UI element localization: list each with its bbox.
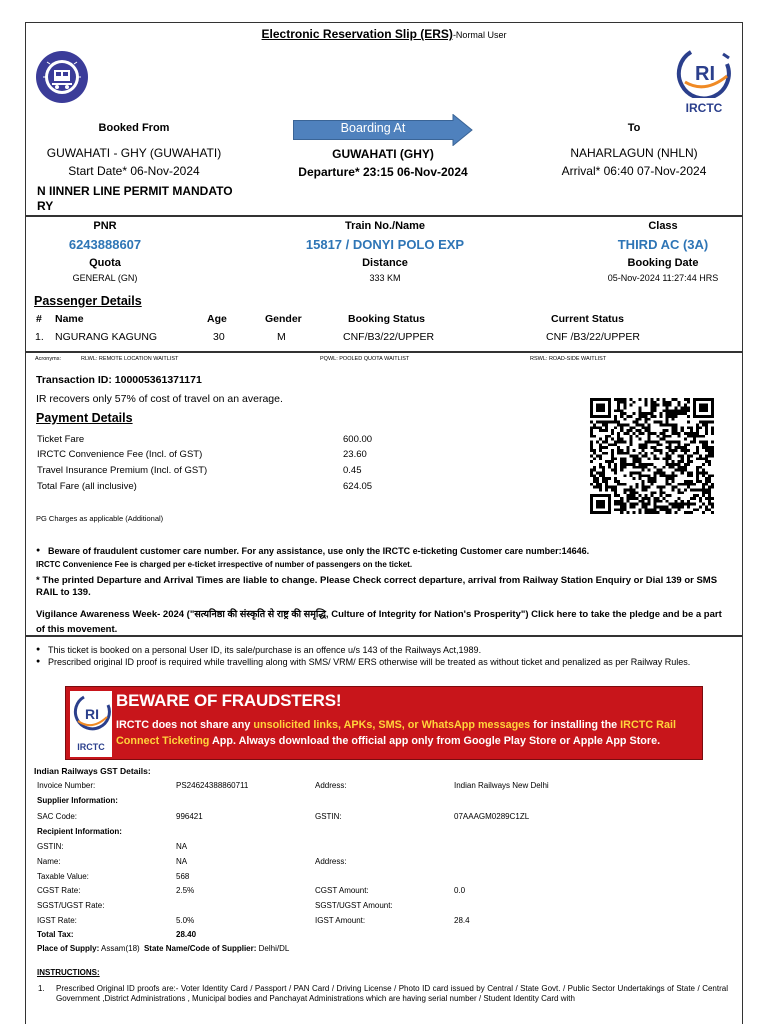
class-label: Class (648, 220, 678, 232)
permit-line-1: N IINNER LINE PERMIT MANDATO (37, 184, 233, 198)
permit-line-2: RY (37, 199, 54, 213)
payment-details-title: Payment Details (36, 411, 133, 425)
personal-id-notice: ● This ticket is booked on a personal User ID, its sale/purchase is an offence u/s 143 of the Railways Act,1989. (34, 644, 734, 656)
boarding-col (273, 147, 493, 179)
acronym-rlwl: RLWL: REMOTE LOCATION WAITLIST (81, 356, 179, 362)
passenger-col-booking-status: Booking Status (348, 313, 426, 325)
fare-value-convenience: 23.60 (343, 449, 367, 460)
fare-value-total: 624.05 (343, 481, 373, 492)
svg-text:RI: RI (695, 63, 715, 85)
supplier-state-label: State Name/Code of Supplier: (143, 944, 257, 953)
transaction-id: Transaction ID: 100005361371171 (36, 374, 202, 386)
distance-label: Distance (362, 257, 408, 269)
train-label: Train No./Name (344, 220, 426, 232)
to-label: To (627, 122, 641, 134)
boarding-station: GUWAHATI (GHY) (332, 147, 434, 161)
recipient-address-label: Address: (315, 857, 347, 866)
fare-label-total: Total Fare (all inclusive) (37, 481, 137, 492)
vigilance-pledge-link[interactable]: Vigilance Awareness Week- 2024 ("सत्यनिष्ठा की संस्कृति से राष्ट्र की समृद्धि, Culture of Integrity for Nation's Prosperity") Click here to take the pledge and be a part of this movement. (36, 609, 722, 635)
pnr-col (25, 220, 185, 283)
quota-label: Quota (89, 257, 121, 269)
banner-highlight-1: unsolicited links, APKs, SMS, or WhatsApp messages (253, 719, 531, 731)
fare-value-insurance: 0.45 (343, 465, 362, 476)
recipient-name-label: Name: (37, 857, 61, 866)
supplier-state-value: Delhi/DL (258, 944, 290, 953)
class-col (583, 220, 743, 283)
supplier-gstin-value: 07AAAGM0289C1ZL (454, 812, 530, 821)
supplier-info-label: Supplier Information: (37, 796, 118, 805)
booking-date-label: Booking Date (627, 257, 699, 269)
beware-fraudsters-banner (65, 686, 703, 760)
place-of-supply-label: Place of Supply: (37, 944, 100, 953)
cgst-rate-value: 2.5% (176, 886, 195, 895)
sgst-rate-label: SGST/UGST Rate: (37, 901, 105, 910)
igst-amount-label: IGST Amount: (315, 916, 366, 925)
sac-value: 996421 (176, 812, 203, 821)
ers-page (25, 22, 743, 1024)
distance-value: 333 KM (369, 273, 401, 283)
arrival-time: Arrival* 06:40 07-Nov-2024 (561, 164, 707, 178)
place-of-supply-row (37, 944, 289, 953)
booking-date-value: 05-Nov-2024 11:27:44 HRS (607, 273, 719, 283)
quota-value: GENERAL (GN) (72, 273, 138, 283)
ticket-rules-list (34, 644, 734, 668)
to-col (525, 122, 743, 178)
passenger-age: 30 (213, 331, 225, 343)
banner-irctc-mark-icon (70, 691, 112, 737)
recipient-name-value: NA (176, 857, 188, 866)
passenger-name: NGURANG KAGUNG (55, 331, 158, 343)
recipient-gstin-label: GSTIN: (37, 842, 64, 851)
acronym-label: Acronyms: (35, 356, 61, 362)
total-tax-label: Total Tax: (37, 930, 74, 939)
permit-notice (37, 184, 233, 214)
convenience-fee-notice: IRCTC Convenience Fee is charged per e-ticket irrespective of number of passengers on the ticket. (36, 560, 413, 569)
banner-message (116, 717, 696, 749)
banner-text-3: App. Always download the official app only from Google Play Store or Apple App Store. (212, 735, 661, 747)
instruction-1-num: 1. (38, 984, 45, 993)
fare-label-insurance: Travel Insurance Premium (Incl. of GST) (37, 465, 208, 476)
class-value: THIRD AC (3A) (617, 237, 709, 252)
booked-from-label: Booked From (98, 122, 170, 134)
passenger-col-age: Age (207, 313, 227, 325)
address-value: Indian Railways New Delhi (454, 781, 549, 790)
recipient-info-label: Recipient Information: (37, 827, 122, 836)
ir-recovers-note: IR recovers only 57% of cost of travel on an average. (36, 393, 283, 405)
sac-label: SAC Code: (37, 812, 78, 821)
passenger-num: 1. (35, 331, 44, 343)
to-station: NAHARLAGUN (NHLN) (570, 146, 698, 160)
banner-text-2: for installing the (530, 719, 621, 731)
igst-rate-value: 5.0% (176, 916, 195, 925)
fare-label-convenience: IRCTC Convenience Fee (Incl. of GST) (37, 449, 203, 460)
banner-logo-text: IRCTC (77, 742, 105, 752)
place-of-supply-value: Assam(18) (101, 944, 140, 953)
passenger-col-current-status: Current Status (551, 313, 624, 325)
start-date: Start Date* 06-Nov-2024 (68, 164, 200, 178)
indian-railways-logo-icon (35, 50, 89, 104)
irctc-logo-text: IRCTC (685, 101, 723, 115)
recipient-gstin-value: NA (176, 842, 188, 851)
fraud-customer-care-text: ● Beware of fraudulent customer care number. For any assistance, use only the IRCTC e-ticketing Customer care number:14646. (34, 545, 734, 557)
irctc-logo (673, 46, 735, 115)
igst-rate-label: IGST Rate: (37, 916, 77, 925)
train-value: 15817 / DONYI POLO EXP (305, 237, 465, 252)
igst-amount-value: 28.4 (454, 916, 470, 925)
boarding-at-label: Boarding At (340, 121, 406, 135)
ers-title: Electronic Reservation Slip (ERS) (261, 27, 453, 41)
invoice-label: Invoice Number: (37, 781, 96, 790)
fare-label-ticket: Ticket Fare (37, 434, 85, 445)
gst-title: Indian Railways GST Details: (34, 766, 151, 776)
pg-charges-note: PG Charges as applicable (Additional) (36, 514, 164, 523)
booked-from-col (25, 122, 243, 178)
sgst-amount-label: SGST/UGST Amount: (315, 901, 393, 910)
from-station: GUWAHATI - GHY (GUWAHATI) (46, 146, 222, 160)
total-tax-value: 28.40 (176, 930, 197, 939)
fraud-customer-care-notice (34, 545, 734, 557)
page-title (25, 27, 743, 41)
svg-text:RI: RI (85, 706, 99, 722)
passenger-details-title: Passenger Details (34, 294, 142, 308)
pnr-label: PNR (93, 220, 117, 232)
cgst-amount-label: CGST Amount: (315, 886, 369, 895)
address-label: Address: (315, 781, 347, 790)
passenger-booking-status: CNF/B3/22/UPPER (343, 331, 435, 343)
irctc-mark-icon (673, 46, 735, 98)
banner-heading: BEWARE OF FRAUDSTERS! (116, 691, 342, 710)
cgst-amount-value: 0.0 (454, 886, 466, 895)
passenger-gender: M (277, 331, 286, 343)
pnr-value: 6243888607 (68, 237, 142, 252)
taxable-value: 568 (176, 872, 190, 881)
acronym-pqwl: PQWL: POOLED QUOTA WAITLIST (320, 356, 410, 362)
passenger-col-gender: Gender (265, 313, 302, 325)
original-id-notice: ● Prescribed original ID proof is required while travelling along with SMS/ VRM/ ERS otherwise will be treated as without ticket and penalized as per Railway Rules. (34, 656, 734, 668)
instruction-1-text: Prescribed Original ID proofs are:- Voter Identity Card / Passport / PAN Card / Driving License / Photo ID card issued by Central / State Govt. / Public Sector Undertakings of State / Central Government ,District Administrations , Municipal bodies and Panchayat Administrations which are having serial number / Student Identity Card with (56, 984, 728, 1003)
instructions-title: INSTRUCTIONS: (37, 968, 100, 977)
banner-highlight-2: IRCTC Rail Connect Ticketing (116, 719, 676, 747)
printed-times-notice: * The printed Departure and Arrival Times are liable to change. Please Check correct departure, arrival from Railway Station Enquiry or Dial 139 or SMS RAIL to 139. (36, 575, 718, 598)
ers-subtitle: -Normal User (452, 30, 507, 40)
banner-text-1: IRCTC does not share any (116, 719, 254, 731)
supplier-gstin-label: GSTIN: (315, 812, 342, 821)
passenger-col-num: # (36, 313, 42, 325)
acronym-rswl: RSWL: ROAD-SIDE WAITLIST (530, 356, 607, 362)
invoice-value: PS24624388860711 (176, 781, 249, 790)
cgst-rate-label: CGST Rate: (37, 886, 81, 895)
departure-time: Departure* 23:15 06-Nov-2024 (298, 165, 468, 179)
fare-value-ticket: 600.00 (343, 434, 373, 445)
passenger-col-name: Name (55, 313, 84, 325)
qr-code-icon[interactable] (590, 398, 714, 514)
train-col (265, 220, 505, 283)
banner-irctc-logo (70, 691, 112, 757)
taxable-label: Taxable Value: (37, 872, 89, 881)
passenger-current-status: CNF /B3/22/UPPER (546, 331, 640, 343)
